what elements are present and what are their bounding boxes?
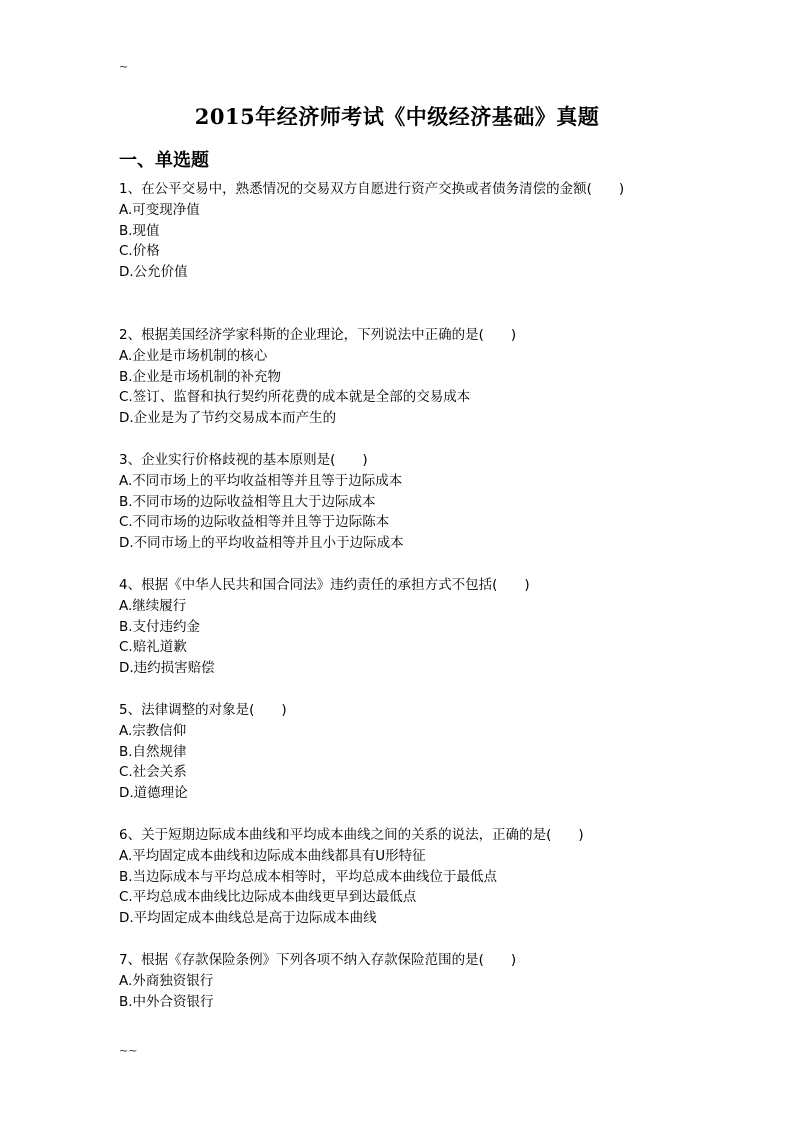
question-1 bbox=[119, 179, 679, 283]
option-b: B.支付违约金 bbox=[119, 618, 201, 635]
option-b: B.企业是市场机制的补充物 bbox=[119, 368, 282, 385]
option-c: C.社会关系 bbox=[119, 764, 187, 781]
question-6 bbox=[119, 825, 679, 929]
question-4 bbox=[119, 575, 679, 679]
question-7 bbox=[119, 950, 679, 1012]
option-a: A.宗教信仰 bbox=[119, 722, 187, 739]
option-a: A.继续履行 bbox=[119, 597, 187, 614]
option-d: D.道德理论 bbox=[119, 785, 188, 802]
option-a: A.外商独资银行 bbox=[119, 972, 214, 989]
header-mark: ~ bbox=[119, 60, 129, 73]
option-a: A.可变现净值 bbox=[119, 201, 200, 218]
question-stem: 7、根据《存款保险条例》下列各项不纳入存款保险范围的是( ) bbox=[119, 952, 517, 968]
question-5 bbox=[119, 700, 679, 804]
section-heading: 一、单选题 bbox=[119, 150, 209, 171]
question-stem: 1、在公平交易中，熟悉情况的交易双方自愿进行资产交换或者债务清偿的金额( ) bbox=[119, 181, 625, 197]
question-stem: 2、根据美国经济学家科斯的企业理论，下列说法中正确的是( ) bbox=[119, 327, 517, 343]
option-b: B.中外合资银行 bbox=[119, 993, 214, 1010]
option-c: C.签订、监督和执行契约所花费的成本就是全部的交易成本 bbox=[119, 389, 471, 406]
option-b: B.自然规律 bbox=[119, 743, 187, 760]
option-a: A.企业是市场机制的核心 bbox=[119, 347, 268, 364]
option-b: B.不同市场的边际收益相等且大于边际成本 bbox=[119, 493, 376, 510]
question-stem: 3、企业实行价格歧视的基本原则是( ) bbox=[119, 452, 368, 468]
option-d: D.公允价值 bbox=[119, 264, 188, 281]
option-c: C.不同市场的边际收益相等并且等于边际陈本 bbox=[119, 514, 390, 531]
page-title: 2015年经济师考试《中级经济基础》真题 bbox=[194, 104, 600, 129]
option-a: A.不同市场上的平均收益相等并且等于边际成本 bbox=[119, 472, 403, 489]
option-c: C.价格 bbox=[119, 243, 160, 260]
question-2 bbox=[119, 325, 679, 429]
question-3 bbox=[119, 450, 679, 554]
option-d: D.平均固定成本曲线总是高于边际成本曲线 bbox=[119, 910, 377, 927]
footer-mark: ~~ bbox=[119, 1044, 138, 1057]
option-c: C.赔礼道歉 bbox=[119, 639, 187, 656]
option-c: C.平均总成本曲线比边际成本曲线更早到达最低点 bbox=[119, 889, 417, 906]
question-stem: 6、关于短期边际成本曲线和平均成本曲线之间的关系的说法，正确的是( ) bbox=[119, 827, 584, 843]
option-d: D.不同市场上的平均收益相等并且小于边际成本 bbox=[119, 535, 404, 552]
option-a: A.平均固定成本曲线和边际成本曲线都具有U形特征 bbox=[119, 847, 426, 864]
option-b: B.当边际成本与平均总成本相等时，平均总成本曲线位于最低点 bbox=[119, 868, 498, 885]
question-stem: 5、法律调整的对象是( ) bbox=[119, 702, 287, 718]
option-d: D.企业是为了节约交易成本而产生的 bbox=[119, 410, 337, 427]
option-d: D.违约损害赔偿 bbox=[119, 660, 215, 677]
question-stem: 4、根据《中华人民共和国合同法》违约责任的承担方式不包括( ) bbox=[119, 577, 530, 593]
option-b: B.现值 bbox=[119, 222, 160, 239]
